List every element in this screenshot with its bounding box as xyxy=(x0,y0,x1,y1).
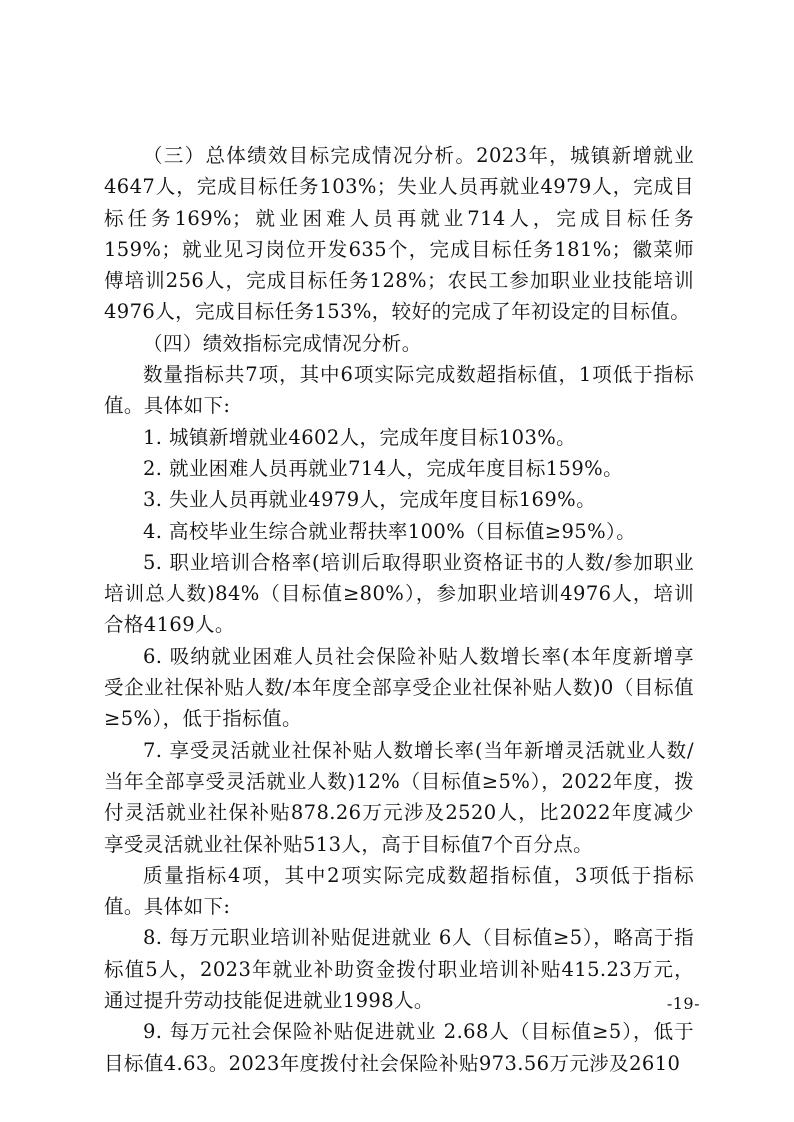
list-item-1: 1. 城镇新增就业4602人，完成年度目标103%。 xyxy=(143,425,577,449)
list-item-8: 8. 每万元职业培训补贴促进就业 6人（目标值≥5），略高于指标值5人，2023年就业补助资金拨付职业培训补贴415.23万元，通过提升劳动技能促进就业1998人。 xyxy=(104,926,694,1013)
page-number: -19- xyxy=(666,994,700,1013)
paragraph-indicator-heading: （四）绩效指标完成情况分析。 xyxy=(143,331,422,355)
list-item-5: 5. 职业培训合格率(培训后取得职业资格证书的人数/参加职业培训总人数)84%（目标值≥80%），参加职业培训4976人，培训合格4169人。 xyxy=(104,550,694,637)
document-body xyxy=(104,140,694,1079)
paragraph-quantity-indicators-intro: 数量指标共7项，其中6项实际完成数超指标值，1项低于指标值。具体如下: xyxy=(104,363,694,418)
paragraph-quality-indicators-intro: 质量指标4项，其中2项实际完成数超指标值，3项低于指标值。具体如下: xyxy=(104,863,694,919)
list-item-4: 4. 高校毕业生综合就业帮扶率100%（目标值≥95%）。 xyxy=(143,519,637,543)
list-item-9: 9. 每万元社会保险补贴促进就业 2.68人（目标值≥5），低于目标值4.63。2023年度拨付社会保险补贴973.56万元涉及2610 xyxy=(104,1020,694,1075)
list-item-7: 7. 享受灵活就业社保补贴人数增长率(当年新增灵活就业人数/当年全部享受灵活就业人数)12%（目标值≥5%），2022年度，拨付灵活就业社保补贴878.26万元涉及2520人，比2022年度减少享受灵活就业社保补贴513人，高于目标值7个百分点。 xyxy=(104,738,694,856)
list-item-2: 2. 就业困难人员再就业714人，完成年度目标159%。 xyxy=(143,456,623,480)
list-item-3: 3. 失业人员再就业4979人，完成年度目标169%。 xyxy=(143,488,596,512)
paragraph-overall-target-analysis: （三）总体绩效目标完成情况分析。2023年，城镇新增就业4647人，完成目标任务103%；失业人员再就业4979人，完成目标任务169%；就业困难人员再就业714人，完成目标任务159%；就业见习岗位开发635个，完成目标任务181%；徽菜师傅培训256人，完成目标任务128%；农民工参加职业业技能培训4976人，完成目标任务153%，较好的完成了年初设定的目标值。 xyxy=(104,144,694,324)
list-item-6: 6. 吸纳就业困难人员社会保险补贴人数增长率(本年度新增享受企业社保补贴人数/本年度全部享受企业社保补贴人数)0（目标值≥5%），低于指标值。 xyxy=(104,644,694,731)
